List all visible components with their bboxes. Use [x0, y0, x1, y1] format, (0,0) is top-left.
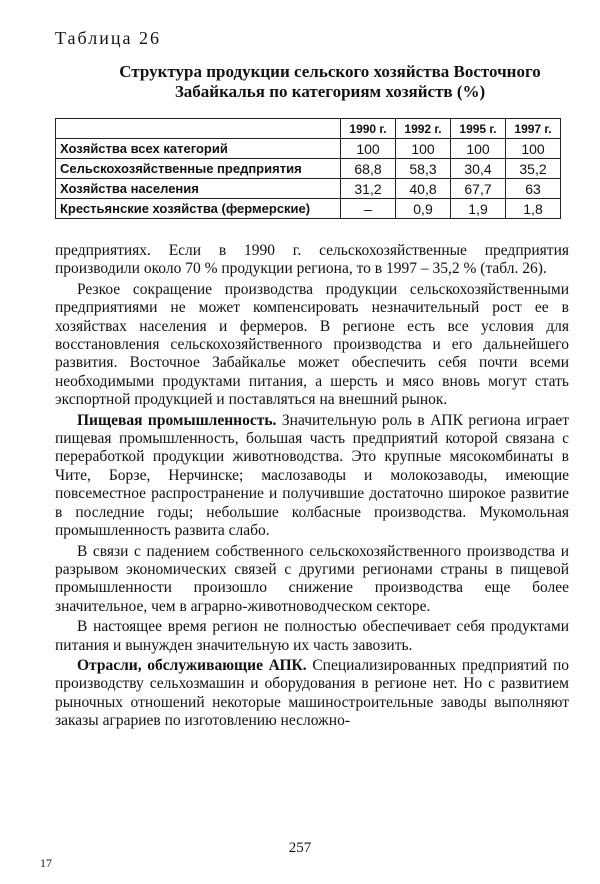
paragraph — [55, 412, 569, 541]
paragraph — [55, 543, 569, 617]
table-cell: 100 — [506, 139, 561, 159]
table-header-cell: 1990 г. — [341, 119, 396, 139]
table-cell: – — [341, 199, 396, 219]
paragraph-heading: Отрасли, обслуживающие АПК. — [77, 656, 307, 674]
table-header-cell: 1997 г. — [506, 119, 561, 139]
table-title-line: Структура продукции сельского хозяйства Восточного — [119, 62, 541, 81]
corner-number: 17 — [40, 856, 52, 870]
row-label: Сельскохозяйственные предприятия — [56, 159, 341, 179]
table-cell: 1,8 — [506, 199, 561, 219]
table-cell: 100 — [396, 139, 451, 159]
paragraph — [55, 242, 569, 279]
table-cell: 0,9 — [396, 199, 451, 219]
data-table — [55, 118, 561, 219]
table-cell: 68,8 — [341, 159, 396, 179]
table-row — [56, 199, 561, 219]
table-header-cell — [56, 119, 341, 139]
table-cell: 31,2 — [341, 179, 396, 199]
table-row — [56, 139, 561, 159]
table-cell: 63 — [506, 179, 561, 199]
table-header-cell: 1995 г. — [451, 119, 506, 139]
paragraph-text: Значительную роль в АПК региона играет пищевая промышленность, большая часть предприятий которой связана с переработкой продукции животноводства. Это крупные мясокомбинаты в Чите, Борзе, Нерчинске; маслозаводы и молокозаводы, имеющие повсеместное распространение и получившие достаточно широкое развитие в последние годы; небольшие колбасные производства. Мукомольная промышленность развита слабо. — [55, 411, 569, 540]
row-label: Хозяйства всех категорий — [56, 139, 341, 159]
paragraph-text: В настоящее время регион не полностью обеспечивает себя продуктами питания и вынужден значительную их часть завозить. — [55, 618, 569, 654]
body-text — [55, 242, 569, 733]
paragraph-text: предприятиях. Если в 1990 г. сельскохозяйственные предприятия производили около 70 % продукции региона, то в 1997 – 35,2 % (табл. 26). — [55, 242, 569, 278]
table-row — [56, 179, 561, 199]
paragraph-text: Резкое сокращение производства продукции сельскохозяйственными предприятиями не может компенсировать незначительный рост ее в хозяйствах населения и фермеров. В регионе есть все условия для восстановления сельскохозяйственного производства и его дальнейшего развития. Восточное Забайкалье может обеспечить себя почти всеми необходимыми продуктами питания, а шерсть и мясо вновь могут стать экспортной продукцией и поставляться на внешний рынок. — [55, 280, 569, 409]
row-label: Хозяйства населения — [56, 179, 341, 199]
paragraph — [55, 281, 569, 410]
table-cell: 1,9 — [451, 199, 506, 219]
table-cell: 40,8 — [396, 179, 451, 199]
table-cell: 67,7 — [451, 179, 506, 199]
table-row — [56, 159, 561, 179]
paragraph — [55, 618, 569, 655]
table-cell: 58,3 — [396, 159, 451, 179]
table-cell: 100 — [341, 139, 396, 159]
table-header-cell: 1992 г. — [396, 119, 451, 139]
table-cell: 30,4 — [451, 159, 506, 179]
paragraph-text: Специализированных предприятий по производству сельхозмашин и оборудования в регионе нет. Но с развитием рыночных отношений некоторые машиностроительные заводы выполняют заказы аграриев по изготовлению несложно- — [55, 656, 569, 730]
table-title — [60, 62, 600, 102]
table-header-row — [56, 119, 561, 139]
page-number: 257 — [288, 840, 312, 856]
row-label: Крестьянские хозяйства (фермерские) — [56, 199, 341, 219]
table-title-line: Забайкалья по категориям хозяйств (%) — [174, 82, 486, 101]
paragraph-text: В связи с падением собственного сельскохозяйственного производства и разрывом экономических связей с другими регионами страны в пищевой промышленности произошло снижение производства еще более значительное, чем в аграрно-животноводческом секторе. — [55, 542, 569, 615]
table-cell: 35,2 — [506, 159, 561, 179]
paragraph-heading: Пищевая промышленность. — [77, 411, 277, 429]
paragraph — [55, 657, 569, 731]
table-cell: 100 — [451, 139, 506, 159]
table-caption-label: Таблица 26 — [55, 28, 161, 48]
